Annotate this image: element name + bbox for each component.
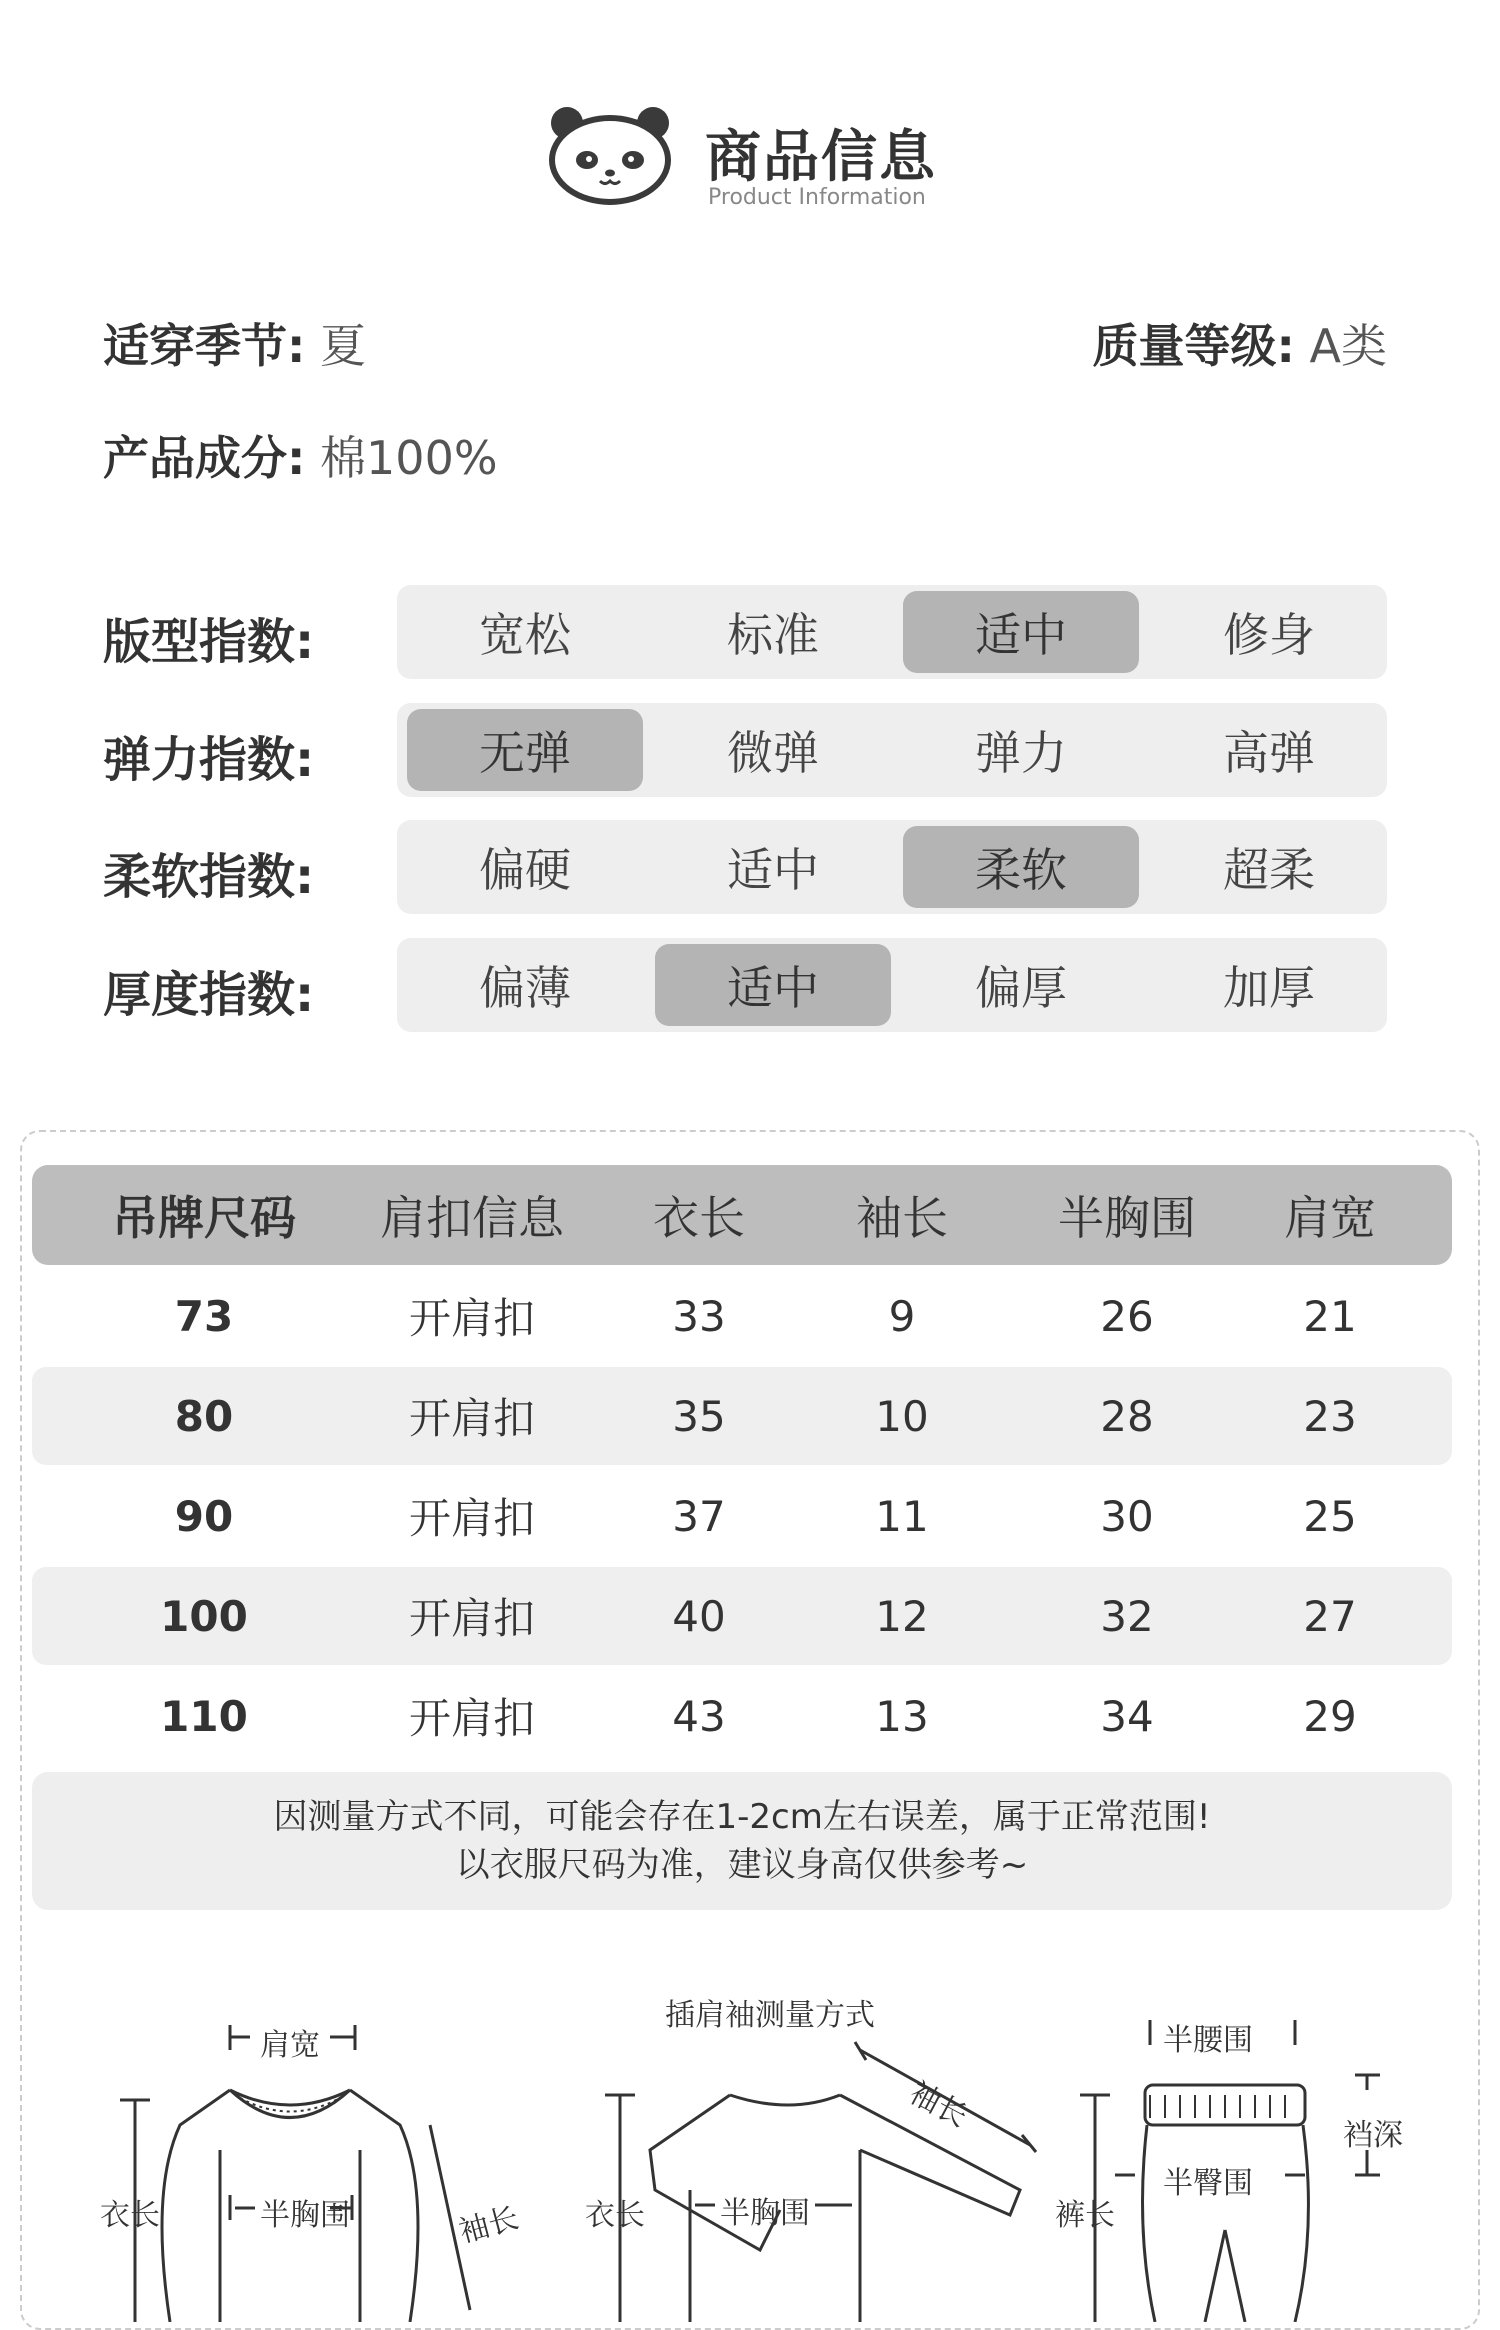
rise-label: 裆深 [1343, 2118, 1403, 2153]
index-option: 超柔 [1223, 843, 1315, 897]
table-cell: 100 [160, 1591, 248, 1641]
index-scale [397, 703, 1387, 797]
table-cell: 11 [875, 1491, 929, 1541]
shoulder-width-label: 肩宽 [260, 2028, 320, 2063]
table-cell: 开肩扣 [408, 1394, 535, 1443]
table-cell: 开肩扣 [408, 1594, 535, 1643]
shirt-length-label: 衣长 [100, 2198, 160, 2233]
index-option-selected: 适中 [903, 591, 1139, 673]
column-header: 袖长 [856, 1191, 948, 1245]
table-cell: 33 [672, 1291, 726, 1341]
table-cell: 开肩扣 [408, 1494, 535, 1543]
table-cell: 12 [875, 1591, 929, 1641]
page-subtitle: Product Information [708, 185, 926, 210]
page-title: 商品信息 [705, 125, 937, 190]
waist-label: 半腰围 [1163, 2023, 1253, 2058]
index-label: 厚度指数: [103, 967, 315, 1023]
index-option: 标准 [727, 608, 819, 662]
table-cell: 32 [1100, 1591, 1154, 1641]
hip-label: 半臀围 [1163, 2166, 1253, 2201]
column-header: 衣长 [653, 1191, 745, 1245]
material-info [103, 422, 498, 488]
table-cell: 10 [875, 1391, 929, 1441]
table-cell: 90 [174, 1491, 234, 1541]
season-label: 适穿季节: [103, 319, 306, 373]
pants-diagram [1055, 1990, 1455, 2322]
shirt-diagram [80, 1990, 523, 2322]
table-row [32, 1267, 1452, 1365]
raglan-diagram [570, 1990, 1050, 2322]
table-cell: 开肩扣 [408, 1694, 535, 1743]
header [0, 105, 1500, 215]
index-option-selected: 柔软 [903, 826, 1139, 908]
material-label: 产品成分: [103, 431, 306, 485]
raglan-title: 插肩袖测量方式 [665, 1998, 875, 2033]
table-cell: 9 [888, 1291, 916, 1341]
table-cell: 110 [160, 1691, 248, 1741]
table-cell: 43 [672, 1691, 726, 1741]
index-scale [397, 938, 1387, 1032]
column-header: 肩宽 [1284, 1191, 1376, 1245]
index-option: 适中 [727, 843, 819, 897]
index-option: 偏厚 [975, 961, 1067, 1015]
index-option: 微弹 [727, 726, 819, 780]
season-info [103, 310, 366, 376]
index-label: 版型指数: [103, 614, 315, 670]
index-option-selected: 无弹 [407, 709, 643, 791]
table-cell: 23 [1303, 1391, 1357, 1441]
quality-value: A类 [1309, 319, 1387, 373]
raglan-length-label: 衣长 [585, 2198, 645, 2233]
index-option: 偏硬 [479, 843, 571, 897]
quality-label: 质量等级: [1092, 319, 1295, 373]
table-cell: 29 [1303, 1691, 1357, 1741]
table-row [32, 1667, 1452, 1765]
material-value: 棉100% [320, 431, 498, 485]
index-scale [397, 585, 1387, 679]
season-value: 夏 [320, 319, 367, 373]
index-option-selected: 适中 [655, 944, 891, 1026]
table-cell: 13 [875, 1691, 929, 1741]
table-row [32, 1567, 1452, 1665]
table-row [32, 1467, 1452, 1565]
raglan-chest-label: 半胸围 [720, 2196, 810, 2231]
column-header: 吊牌尺码 [112, 1191, 296, 1245]
table-cell: 37 [672, 1491, 726, 1541]
index-option: 宽松 [479, 608, 571, 662]
index-option: 高弹 [1223, 726, 1315, 780]
index-option: 修身 [1223, 608, 1315, 662]
table-cell: 27 [1303, 1591, 1357, 1641]
size-table-header [32, 1165, 1452, 1265]
table-cell: 30 [1100, 1491, 1154, 1541]
table-cell: 34 [1100, 1691, 1154, 1741]
shirt-chest-label: 半胸围 [260, 2198, 350, 2233]
index-option: 弹力 [975, 726, 1067, 780]
table-cell: 40 [672, 1591, 726, 1641]
note-line-1: 因测量方式不同，可能会存在1-2cm左右误差，属于正常范围! [273, 1797, 1211, 1837]
column-header: 半胸围 [1058, 1191, 1196, 1245]
shirt-sleeve-label: 袖长 [455, 2200, 523, 2251]
index-label: 柔软指数: [103, 849, 315, 905]
raglan-sleeve-label: 袖长 [903, 2075, 974, 2135]
table-cell: 21 [1303, 1291, 1357, 1341]
measurement-note [32, 1772, 1452, 1910]
column-header: 肩扣信息 [380, 1191, 564, 1245]
table-cell: 26 [1100, 1291, 1154, 1341]
table-row [32, 1367, 1452, 1465]
index-option: 加厚 [1223, 961, 1315, 1015]
pants-icon [1055, 1990, 1455, 2322]
table-cell: 开肩扣 [408, 1294, 535, 1343]
panda-logo-icon [545, 105, 675, 205]
index-label: 弹力指数: [103, 732, 315, 788]
table-cell: 80 [174, 1391, 234, 1441]
table-cell: 28 [1100, 1391, 1154, 1441]
pants-length-label: 裤长 [1055, 2198, 1115, 2233]
table-cell: 73 [174, 1291, 234, 1341]
quality-info [1093, 310, 1388, 376]
table-cell: 25 [1303, 1491, 1357, 1541]
note-line-2: 以衣服尺码为准，建议身高仅供参考~ [455, 1845, 1029, 1885]
raglan-shirt-icon [570, 1990, 1050, 2322]
table-cell: 35 [672, 1391, 726, 1441]
index-scale [397, 820, 1387, 914]
index-option: 偏薄 [479, 961, 571, 1015]
